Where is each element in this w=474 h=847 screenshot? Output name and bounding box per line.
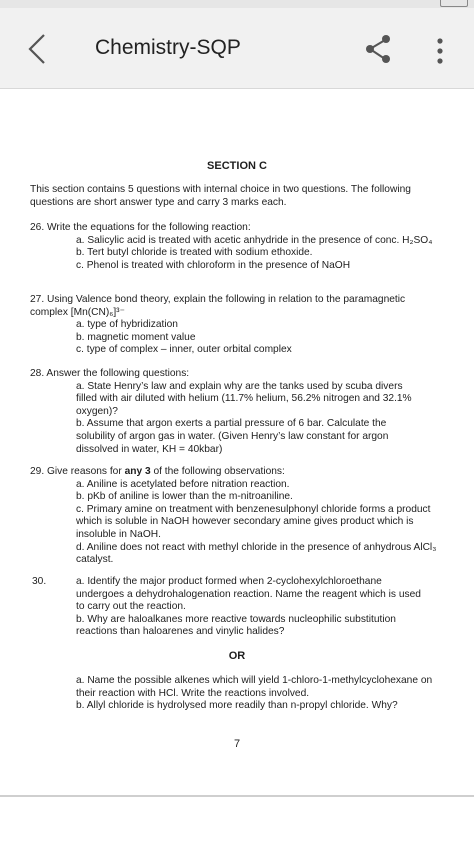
- question-26-b: b. Tert butyl chloride is treated with sodium ethoxide.: [76, 247, 313, 259]
- question-27-b: b. magnetic moment value: [76, 331, 196, 343]
- question-30-b: b. Why are haloalkanes more reactive towards nucleophilic substitution reactions than haloarenes and vinylic halides?: [76, 613, 396, 638]
- question-28-a: a. State Henry’s law and explain why are the tanks used by scuba divers filled with air diluted with helium (11.7% helium, 56.2% nitrogen and 32.1% oxygen)?: [76, 380, 412, 417]
- question-30-alt-b: b. Allyl chloride is hydrolysed more readily than n-propyl chloride. Why?: [76, 700, 398, 712]
- document-page[interactable]: [0, 90, 474, 790]
- question-29: [30, 466, 460, 567]
- back-button[interactable]: [22, 32, 52, 66]
- question-29-stem-bold: any 3: [124, 466, 151, 477]
- status-bar: [0, 0, 474, 8]
- question-30-alt-a: a. Name the possible alkenes which will yield 1-chloro-1-methylcyclohexane on their reaction with HCl. Write the reactions involved.: [76, 675, 433, 699]
- question-29-b: b. pKb of aniline is lower than the m-nitroaniline.: [76, 491, 293, 503]
- page-number: 7: [233, 738, 241, 750]
- question-26-c: c. Phenol is treated with chloroform in the presence of NaOH: [76, 259, 351, 271]
- more-options-button[interactable]: [432, 34, 448, 68]
- share-icon: [363, 32, 393, 66]
- question-30-number: 30.: [32, 576, 47, 587]
- chevron-left-icon: [22, 32, 52, 66]
- question-29-stem: [30, 466, 460, 479]
- question-27-c: c. type of complex – inner, outer orbital complex: [76, 344, 292, 356]
- question-28-stem: 28. Answer the following questions:: [30, 368, 190, 379]
- question-28: [30, 368, 460, 456]
- bottom-area: [0, 797, 474, 847]
- question-29-d: d. Aniline does not react with methyl chloride in the presence of anhydrous AlCl₃ catalyst.: [76, 541, 437, 566]
- share-button[interactable]: [363, 32, 393, 66]
- question-26: [30, 222, 460, 272]
- question-29-stem-post: of the following observations:: [150, 466, 285, 477]
- battery-icon: [440, 0, 468, 7]
- section-intro: This section contains 5 questions with internal choice in two questions. The following questions are short answer type and carry 3 marks each.: [30, 184, 411, 208]
- app-bar: [0, 8, 474, 89]
- question-30-a: a. Identify the major product formed when 2-cyclohexylchloroethane undergoes a dehydrohalogenation reaction. Name the reagent which is used to carry out the reaction.: [76, 576, 421, 613]
- question-30: [30, 576, 460, 639]
- question-27-stem: 27. Using Valence bond theory, explain the following in relation to the paramagnetic complex [Mn(CN)₆]³⁻: [30, 294, 406, 318]
- question-30-alternative: [30, 675, 460, 713]
- question-27-a: a. type of hybridization: [76, 319, 178, 331]
- question-29-stem-pre: 29. Give reasons for: [30, 466, 125, 477]
- app-title: Chemistry-SQP: [95, 36, 241, 59]
- question-26-stem: 26. Write the equations for the following reaction:: [30, 222, 251, 233]
- question-26-a: a. Salicylic acid is treated with acetic anhydride in the presence of conc. H₂SO₄: [76, 234, 433, 246]
- more-vert-icon: [432, 34, 448, 68]
- section-title: SECTION C: [207, 160, 267, 172]
- question-29-a: a. Aniline is acetylated before nitration reaction.: [76, 478, 290, 490]
- or-divider: OR: [228, 650, 246, 662]
- question-28-b: b. Assume that argon exerts a partial pressure of 6 bar. Calculate the solubility of argon gas in water. (Given Henry’s law constant for argon dissolved in water, KH = 40kbar): [76, 418, 389, 455]
- question-27: [30, 294, 460, 357]
- question-29-c: c. Primary amine on treatment with benzenesulphonyl chloride forms a product which is soluble in NaOH however secondary amine gives product which is insoluble in NaOH.: [76, 503, 431, 540]
